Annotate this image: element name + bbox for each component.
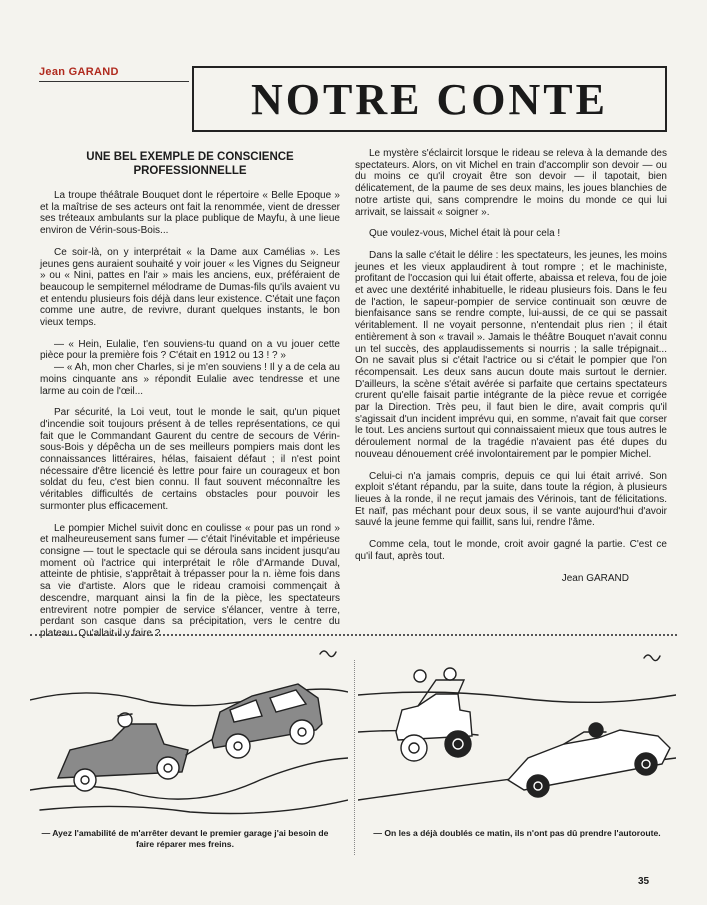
cartoon-vintage-car-drawing [358, 640, 676, 820]
cartoon-vintage-car [358, 640, 676, 820]
paragraph: Dans la salle c'était le délire : les spectateurs, les jeunes, les moins jeunes et les vieux applaudirent à tout rompre ; et le machiniste, profitant de l'occasion qui lui était offerte, abaissa et releva, fou de joie et avec une dextérité inhabituelle, le rideau plusieurs fois. Dans le feu de l'action, le sapeur-pompier de service continuait son œuvre de bienfaisance sans se rendre compte, lui-aussi, de ce qui se passait véritablement. Il ne voyait personne, n'entendait plus rien ; il était entièrement à son « travail ». Jamais le théâtre Bouquet n'avait connu un tel succès, des applaudissements si nourris ; la salle trépignait... On ne savait plus si c'était l'actrice ou si c'était le pompier que l'on récompensait. Les deux sans aucun doute mais surtout le dernier. D'ailleurs, la scène s'était avérée si parfaite que certains spectateurs crurent qu'elle faisait partie intégrante de la pièce revue et corrigée par la Direction. Très peu, il faut bien le dire, avait compris qu'il s'agissait d'un incident imprévu qui, en somme, n'avait fait que corser le tout. Les anciens surtout qui connaissaient mieux que tous autres le déroulement normal de la tragédie n'avaient pas été dupes du nouveau dénouement créé involontairement par le pompier Michel. [355, 249, 667, 460]
dialogue-line: — « Ah, mon cher Charles, si je m'en souviens ! Il y a de cela au moins cinquante ans » répondit Eulalie avec tendresse et une larme au coin de l'œil... [40, 362, 340, 397]
header-rule [39, 81, 189, 82]
header-author: Jean GARAND [39, 66, 119, 78]
paragraph: Que voulez-vous, Michel était là pour cela ! [369, 228, 561, 240]
paragraph: Le mystère s'éclaircit lorsque le rideau se releva à la demande des spectateurs. Alors, on vit Michel en train d'accomplir son devoir — ou du moins ce qu'il croyait être son devoir — il tapotait, bien délicatement, de la paume de ses deux mains, les joues blanchies de notre artiste qui, sans comprendre le moins du monde ce qui lui arrivait, se laissait « soigner ». [355, 148, 667, 218]
paragraph: Ce soir-là, on y interprétait « la Dame aux Camélias ». Les jeunes gens auraient souhaité y voir jouer « les Vignes du Seigneur » ou « Nini, pattes en l'air » mais les anciens, eux, préféraient de beaucoup le sempiternel mélodrame de Dumas-fils qu'ils avaient vu et entendu plusieurs fois déjà dans leur existence. C'était une façon comme une autre, de revivre, durant quelques instants, le bon vieux temps. [40, 246, 340, 329]
paragraph: Celui-ci n'a jamais compris, depuis ce qui lui était arrivé. Son exploit s'étant répandu, par la suite, dans toute la région, à plusieurs lieues à la ronde, il ne reçut jamais des Vérinois, tant de félicitations. Et naïf, pas méchant pour deux sous, il se vante aujourd'hui d'avoir sauvé la jeune femme qui faillit, sans lui, rendre l'âme. [355, 470, 667, 529]
dialogue-line: — « Hein, Eulalie, t'en souviens-tu quand on a vu jouer cette pièce pour la première fois ? C'était en 1912 ou 13 ! ? » [40, 338, 340, 362]
story-right-column [355, 148, 667, 584]
story-signature: Jean GARAND [561, 572, 629, 584]
section-divider [30, 634, 677, 636]
paragraph: Comme cela, tout le monde, croit avoir gagné la partie. C'est ce qu'il faut, après tout. [355, 539, 667, 562]
cartoon-caption-left: — Ayez l'amabilité de m'arrêter devant le premier garage j'ai besoin de faire réparer mes freins. [41, 828, 329, 849]
story-left-column [40, 150, 340, 650]
cartoon-divider [354, 660, 355, 855]
cartoon-cars-towing [30, 640, 348, 820]
page-number: 35 [638, 876, 650, 887]
paragraph: Le pompier Michel suivit donc en coulisse « pour pas un rond » et malheureusement sans fumer — c'était l'inévitable et impérieuse consigne — tout le spectacle qui se déroula sans incident jusqu'au moment où l'actrice qui interprétait le rôle d'Armande Duval, atteinte de phtisie, s'apprêtait à trépasser pour la n. ième fois dans sa vie d'artiste. Alors que le rideau cramoisi commençait à descendre, marquant ainsi la fin de la pièce, les spectateurs entrevirent notre pompier de service s'élancer, ventre à terre, perdant son casque dans sa précipitation, vers le centre du plateau. Qu'allait-il y faire ? [40, 522, 340, 639]
section-title: NOTRE CONTE [251, 74, 608, 124]
cartoon-caption-right: — On les a déjà doublés ce matin, ils n'ont pas dû prendre l'autoroute. [373, 828, 661, 838]
paragraph: Par sécurité, la Loi veut, tout le monde le sait, qu'un piquet d'incendie soit toujours présent à de telles représentations, ce qui fait que le Commandant Gaurent du centre de secours de Vérin-sous-Bois y dépêcha un de ses meilleurs pompiers mais dont les connaissances littéraires, hélas, faisaient défaut ; il n'est point nécessaire d'être licencié ès lettre pour faire un courageux et bon soldat du feu, c'est bien connu. Il faut souvent méconnaître les véritables difficultés de certains obstacles pour pouvoir les surmonter plus efficacement. [40, 407, 340, 512]
section-title-box [192, 66, 667, 132]
cartoon-cars-towing-drawing [30, 640, 348, 820]
story-title: UNE BEL EXEMPLE DE CONSCIENCE PROFESSIONNELLE [86, 151, 294, 177]
paragraph: La troupe théâtrale Bouquet dont le répertoire « Belle Epoque » et la maîtrise de ses acteurs ont fait la renommée, vient de dresser ses tréteaux ambulants sur la place publique de Mayfu, à une lieue environ de Vérin-sous-Bois... [40, 190, 340, 237]
